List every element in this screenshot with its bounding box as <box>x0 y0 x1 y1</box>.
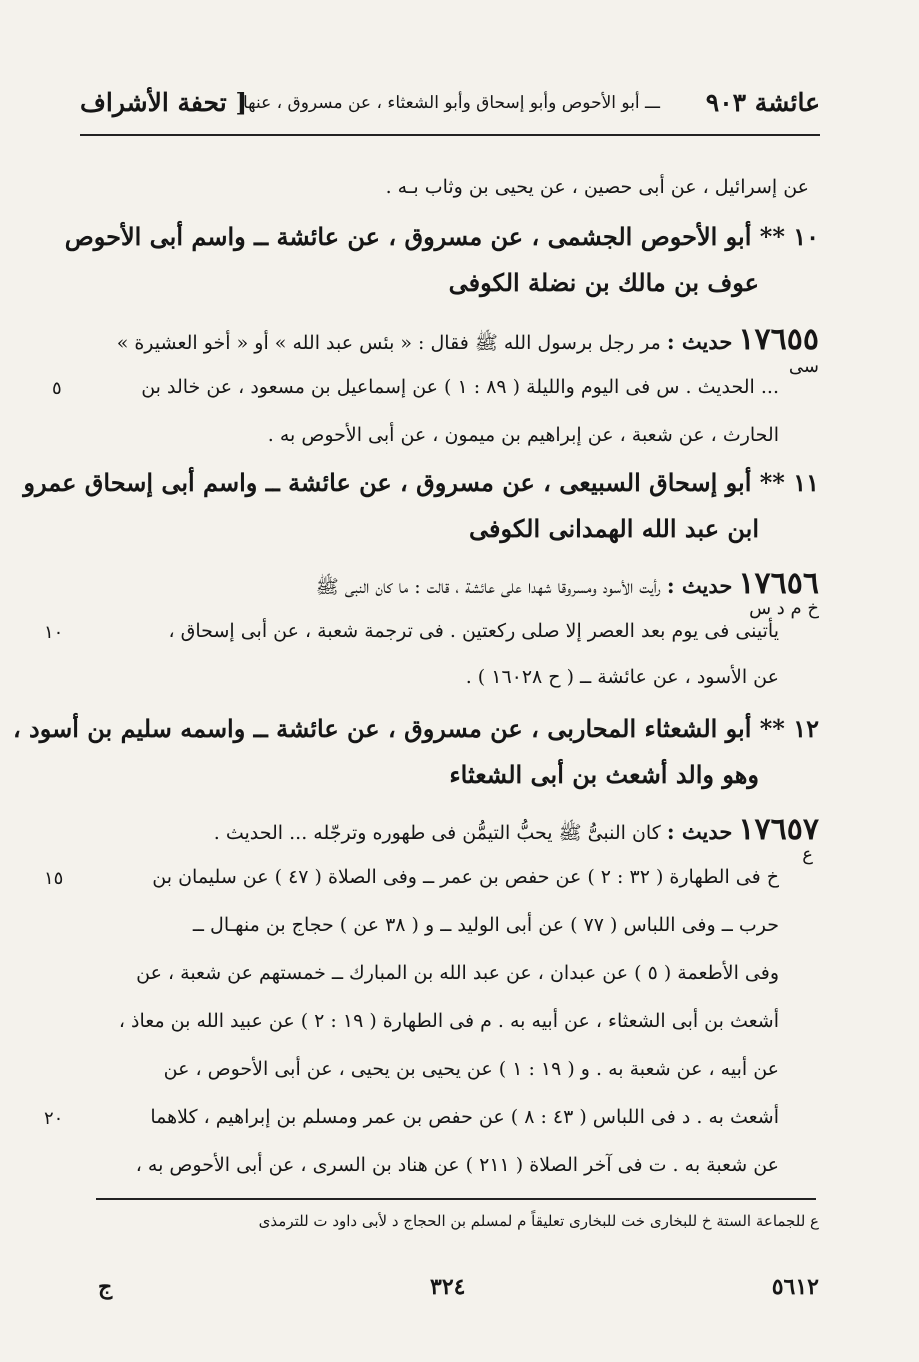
section-heading-cont: وهو والد أشعث بن أبى الشعثاء <box>449 760 759 789</box>
hadith-label: حديث : <box>666 573 733 598</box>
text-line: أشعث بن أبى الشعثاء ، عن أبيه به . م فى الطهارة ( ١٩ : ٢ ) عن عبيد الله بن معاذ ، <box>118 1010 779 1032</box>
running-head <box>80 88 820 128</box>
text-line: عن الأسود ، عن عائشة ــ ( ح ١٦٠٢٨ ) . <box>465 666 779 688</box>
source-code: خ م د س <box>749 598 819 619</box>
footnote-rule <box>96 1198 816 1200</box>
hadith-number: ١٧٦٥٧ <box>738 812 819 847</box>
section-heading: ١٢ ** أبو الشعثاء المحاربى ، عن مسروق ، عن عائشة ــ واسمه سليم بن أسود ، <box>12 714 819 743</box>
hadith-text: كان النبىُّ ﷺ يحبُّ التيمُّن فى طهوره وترجّله ... الحديث . <box>213 822 661 844</box>
text-line: عن شعبة به . ت فى آخر الصلاة ( ٢١١ ) عن هناد بن السرى ، عن أبى الأحوص به ، <box>135 1154 779 1176</box>
hadith-label: حديث : <box>666 329 733 354</box>
header-subtitle: ـــ أبو الأحوص وأبو إسحاق وأبو الشعثاء ، عن مسروق ، عنها <box>242 93 660 113</box>
hadith-entry <box>214 812 819 849</box>
header-book-title: [ تحفة الأشراف <box>80 88 248 117</box>
line-marker: ١٠ <box>44 622 64 643</box>
hadith-number: ١٧٦٥٥ <box>738 322 819 357</box>
signature-mark: ج <box>98 1274 113 1300</box>
text-line: عن أبيه ، عن شعبة به . و ( ١٩ : ١ ) عن يحيى بن يحيى ، عن أبى الأحوص ، عن <box>163 1058 779 1080</box>
text-line: وفى الأطعمة ( ٥ ) عن عبدان ، عن عبد الله بن المبارك ــ خمستهم عن شعبة ، عن <box>136 962 779 984</box>
line-marker: ٢٠ <box>44 1108 64 1129</box>
header-rule <box>80 134 820 136</box>
entry-range-number: ٥٦١٢ <box>771 1274 819 1300</box>
text-line: عن إسرائيل ، عن أبى حصين ، عن يحيى بن وثاب بـه . <box>385 176 809 198</box>
hadith-text: رأيت الأسود ومسروقا شهدا على عائشة ، قالت : ما كان النبى ﷺ <box>315 576 661 598</box>
text-line: خ فى الطهارة ( ٣٢ : ٢ ) عن حفص بن عمر ــ وفى الصلاة ( ٤٧ ) عن سليمان بن <box>152 866 779 888</box>
abbreviations-key: ع للجماعة الستة خ للبخارى خت للبخارى تعليقاً م لمسلم بن الحجاج د لأبى داود ت للترمذى <box>258 1212 819 1230</box>
line-marker: ٥ <box>52 378 62 399</box>
text-line: ... الحديث . س فى اليوم والليلة ( ٨٩ : ١ ) عن إسماعيل بن مسعود ، عن خالد بن <box>141 376 779 398</box>
hadith-number: ١٧٦٥٦ <box>738 566 819 601</box>
header-entry-label: عائشة ٩٠٣ <box>705 88 820 117</box>
hadith-label: حديث : <box>666 819 733 844</box>
page-number: ٣٢٤ <box>430 1274 466 1300</box>
section-heading-cont: عوف بن مالك بن نضلة الكوفى <box>448 268 759 297</box>
line-marker: ١٥ <box>44 868 64 889</box>
hadith-entry <box>117 322 819 359</box>
section-heading: ١٠ ** أبو الأحوص الجشمى ، عن مسروق ، عن عائشة ــ واسم أبى الأحوص <box>64 222 819 251</box>
section-heading: ١١ ** أبو إسحاق السبيعى ، عن مسروق ، عن عائشة ــ واسم أبى إسحاق عمرو <box>23 468 819 497</box>
text-line: يأتينى فى يوم بعد العصر إلا صلى ركعتين . فى ترجمة شعبة ، عن أبى إسحاق ، <box>168 620 779 642</box>
text-line: أشعث به . د فى اللباس ( ٤٣ : ٨ ) عن حفص بن عمر ومسلم بن إبراهيم ، كلاهما <box>150 1106 779 1128</box>
hadith-text: مر رجل برسول الله ﷺ فقال : « بئس عبد الله » أو « أخو العشيرة » <box>116 332 661 354</box>
text-line: حرب ــ وفى اللباس ( ٧٧ ) عن أبى الوليد ــ و ( ٣٨ عن ) حجاج بن منهـال ــ <box>192 914 779 936</box>
text-line: الحارث ، عن شعبة ، عن إبراهيم بن ميمون ، عن أبى الأحوص به . <box>267 424 779 446</box>
source-code: سى <box>788 356 819 377</box>
source-code: ع <box>802 844 813 865</box>
section-heading-cont: ابن عبد الله الهمدانى الكوفى <box>469 514 759 543</box>
hadith-entry <box>316 566 819 603</box>
